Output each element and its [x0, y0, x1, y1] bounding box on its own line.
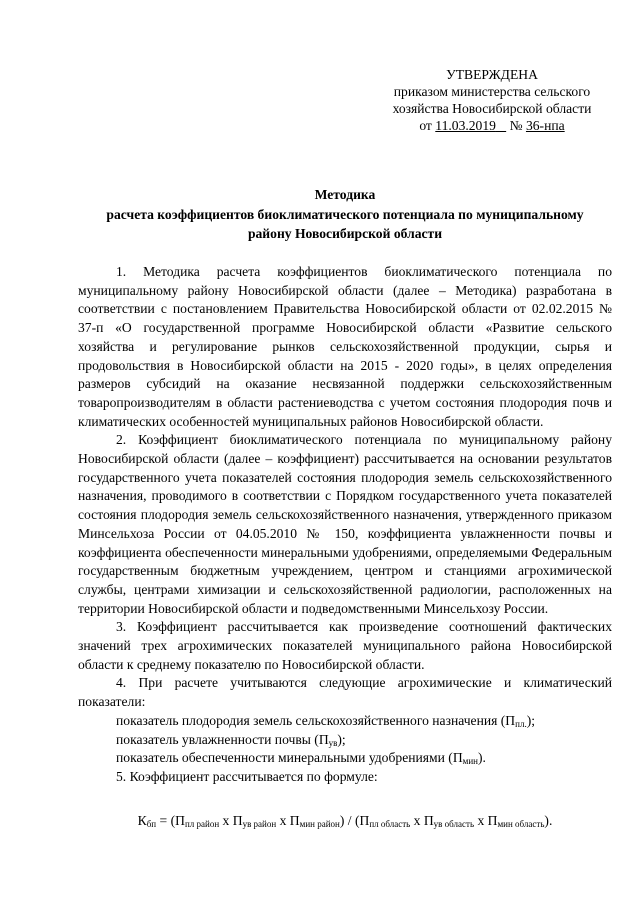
approval-number-prefix: № — [509, 118, 523, 133]
approval-block — [372, 66, 612, 134]
title-line-3: району Новосибирской области — [247, 226, 443, 241]
indicator-fertilizer: показатель обеспеченности минеральными удобрениями $(П_{мин})$. — [116, 750, 486, 767]
approval-ministry-line: хозяйства Новосибирской области — [392, 101, 592, 116]
paragraph-4: 4. При расчете учитываются следующие агрохимические и климатический показатели: — [78, 675, 612, 710]
formula: $К_{бп} = (П_{пл район}$ х $П_{ув район}$ х $П_{мин район}) / (П_{пл область}$ х $П_{ув область}$ х $П_{мин область}$). — [137, 813, 553, 829]
paragraph-3: 3. Коэффициент рассчитывается как произведение соотношений фактических значений трех агрохимических показателей муниципального района Новосибирской области к среднему показателю по Новосибирской области. — [78, 619, 612, 672]
approval-number: 36-нпа — [525, 118, 565, 133]
title-line-2: расчета коэффициентов биоклиматического потенциала по муниципальному — [106, 206, 584, 222]
document-title — [78, 185, 612, 244]
approval-order-line: приказом министерства сельского — [393, 84, 591, 99]
paragraph-2: 2. Коэффициент биоклиматического потенциала по муниципальному району Новосибирской области (далее – коэффициент) рассчитывается на основании результатов государственного учета показателей состояния плодородия земель сельскохозяйственного назначения, проводимого в соответствии с Порядком государственного учета показателей состояния плодородия земель сельскохозяйственного назначения, утвержденного приказом Минсельхоза России от 04.05.2010 № 150, коэффициента увлажненности почвы и коэффициента обеспеченности минеральными удобрениями, определяемыми Федеральным государственным бюджетным учреждением, центром и станциями агрохимической службы, центрами химизации и сельскохозяйственной радиологии, расположенных на территории Новосибирской области и подведомственными Минсельхозу России. — [78, 432, 612, 616]
indicator-moisture: показатель увлажненности почвы $(П_{ув})$; — [116, 731, 346, 748]
document-body — [78, 263, 612, 787]
indicator-fertility: показатель плодородия земель сельскохозяйственного назначения $(П_{пл.})$; — [116, 712, 536, 729]
title-line-1: Методика — [314, 187, 376, 202]
paragraph-1: 1. Методика расчета коэффициентов биоклиматического потенциала по муниципальному району Новосибирской области (далее – Методика) разработана в соответствии с постановлением Правительства Новосибирской области от 02.02.2015 № 37-п «О государственной программе Новосибирской области «Развитие сельского хозяйства и регулирование рынков сельскохозяйственной продукции, сырья и продовольствия в Новосибирской области на 2015 - 2020 годы», в целях определения размеров субсидий на оказание несвязанной поддержки сельскохозяйственным товаропроизводителям в области растениеводства с учетом состояния плодородия почв и климатических особенностей муниципальных районов Новосибирской области. — [78, 264, 612, 429]
approval-date-line — [372, 117, 612, 134]
paragraph-5: 5. Коэффициент рассчитывается по формуле: — [116, 768, 378, 784]
approval-title: УТВЕРЖДЕНА — [446, 67, 538, 82]
approval-date: 11.03.2019 — [435, 118, 496, 133]
approval-date-prefix: от — [419, 118, 432, 133]
